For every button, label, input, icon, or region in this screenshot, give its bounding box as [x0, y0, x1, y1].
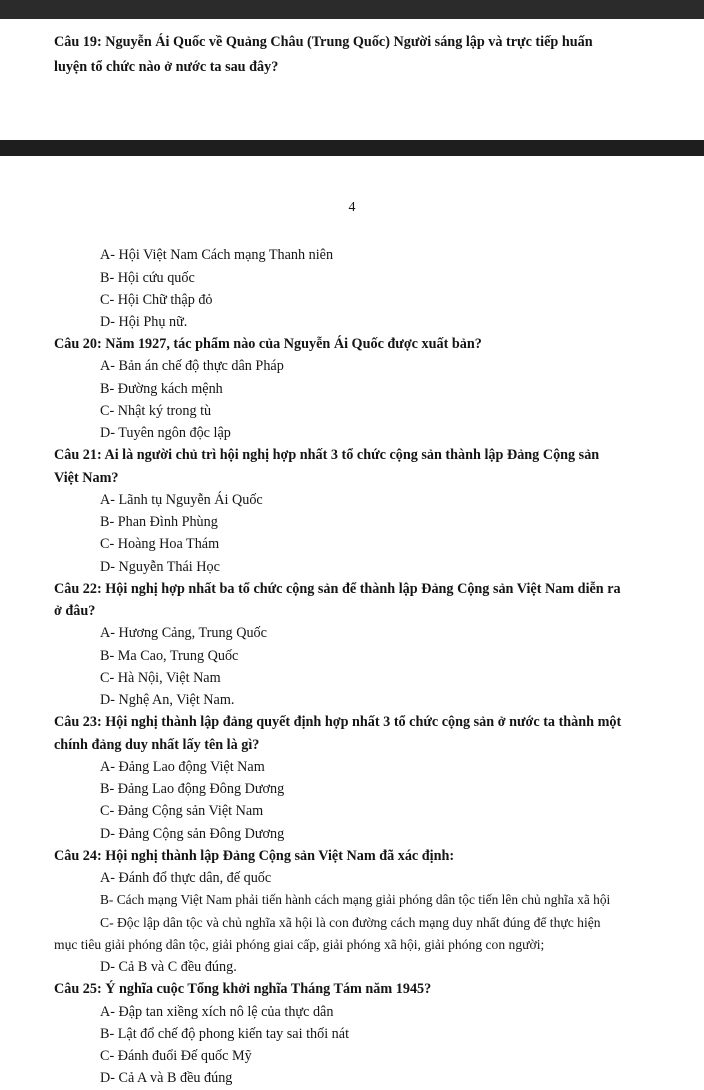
question-19-option-c: C- Hội Chữ thập đỏ: [100, 292, 213, 308]
question-19-option-d: D- Hội Phụ nữ.: [100, 314, 188, 330]
top-dark-bar: [0, 0, 704, 19]
question-24-line-1: Câu 24: Hội nghị thành lập Đảng Cộng sản Việt Nam đã xác định:: [54, 848, 455, 864]
question-22-option-a: A- Hương Cảng, Trung Quốc: [100, 625, 267, 641]
question-25-option-b: B- Lật đổ chế độ phong kiến tay sai thối nát: [100, 1026, 350, 1042]
question-23-option-b: B- Đảng Lao động Đông Dương: [100, 781, 285, 797]
question-20-option-a: A- Bản án chế độ thực dân Pháp: [100, 358, 284, 374]
page-number: 4: [348, 200, 356, 215]
question-22-option-d: D- Nghệ An, Việt Nam.: [100, 692, 235, 708]
question-21-line-1: Câu 21: Ai là người chủ trì hội nghị hợp nhất 3 tổ chức cộng sản thành lập Đảng Cộng sản: [54, 447, 600, 463]
question-24-option-b: B- Cách mạng Việt Nam phải tiến hành cách mạng giải phóng dân tộc tiến lên chủ nghĩa xã hội: [100, 892, 611, 907]
question-21-option-c: C- Hoàng Hoa Thám: [100, 536, 220, 552]
question-23-option-d: D- Đảng Cộng sản Đông Dương: [100, 826, 285, 842]
question-21-option-b: B- Phan Đình Phùng: [100, 514, 218, 530]
question-24-option-c-line-2: mục tiêu giải phóng dân tộc, giải phóng giai cấp, giải phóng xã hội, giải phóng con người;: [54, 937, 545, 952]
question-19-option-b: B- Hội cứu quốc: [100, 270, 195, 286]
question-22-option-b: B- Ma Cao, Trung Quốc: [100, 648, 239, 664]
question-24-option-d: D- Cả B và C đều đúng.: [100, 959, 237, 975]
question-25-option-c: C- Đánh đuổi Đế quốc Mỹ: [100, 1048, 252, 1064]
question-24-option-c-line-1: C- Độc lập dân tộc và chủ nghĩa xã hội là con đường cách mạng duy nhất đúng để thực hiện: [100, 915, 601, 930]
question-22-line-2: ở đâu?: [54, 603, 96, 619]
question-25-option-a: A- Đập tan xiềng xích nô lệ của thực dân: [100, 1004, 334, 1020]
page-break-bar: [0, 140, 704, 156]
question-23-option-c: C- Đảng Cộng sản Việt Nam: [100, 803, 264, 819]
question-19-option-a: A- Hội Việt Nam Cách mạng Thanh niên: [100, 247, 334, 263]
question-25-option-d: D- Cả A và B đều đúng: [100, 1070, 233, 1086]
question-22-line-1: Câu 22: Hội nghị hợp nhất ba tổ chức cộng sản để thành lập Đảng Cộng sản Việt Nam diễn ra: [54, 581, 621, 597]
question-20-option-b: B- Đường kách mệnh: [100, 381, 223, 397]
question-23-option-a: A- Đảng Lao động Việt Nam: [100, 759, 265, 775]
question-23-line-2: chính đảng duy nhất lấy tên là gì?: [54, 737, 260, 753]
question-24-option-a: A- Đánh đổ thực dân, đế quốc: [100, 870, 272, 886]
question-19-line-1: Câu 19: Nguyễn Ái Quốc về Quảng Châu (Trung Quốc) Người sáng lập và trực tiếp huấn: [54, 34, 593, 50]
question-20-option-d: D- Tuyên ngôn độc lập: [100, 425, 231, 441]
question-25-line-1: Câu 25: Ý nghĩa cuộc Tổng khởi nghĩa Tháng Tám năm 1945?: [54, 981, 432, 997]
question-21-line-2: Việt Nam?: [54, 470, 119, 486]
question-20-option-c: C- Nhật ký trong tù: [100, 403, 212, 419]
question-20-line-1: Câu 20: Năm 1927, tác phẩm nào của Nguyễn Ái Quốc được xuất bản?: [54, 336, 482, 352]
question-21-option-a: A- Lãnh tụ Nguyễn Ái Quốc: [100, 492, 263, 508]
question-19-line-2: luyện tổ chức nào ở nước ta sau đây?: [54, 59, 279, 75]
question-23-line-1: Câu 23: Hội nghị thành lập đảng quyết định hợp nhất 3 tổ chức cộng sản ở nước ta thành một: [54, 714, 622, 730]
question-22-option-c: C- Hà Nội, Việt Nam: [100, 670, 221, 686]
question-21-option-d: D- Nguyễn Thái Học: [100, 559, 220, 575]
